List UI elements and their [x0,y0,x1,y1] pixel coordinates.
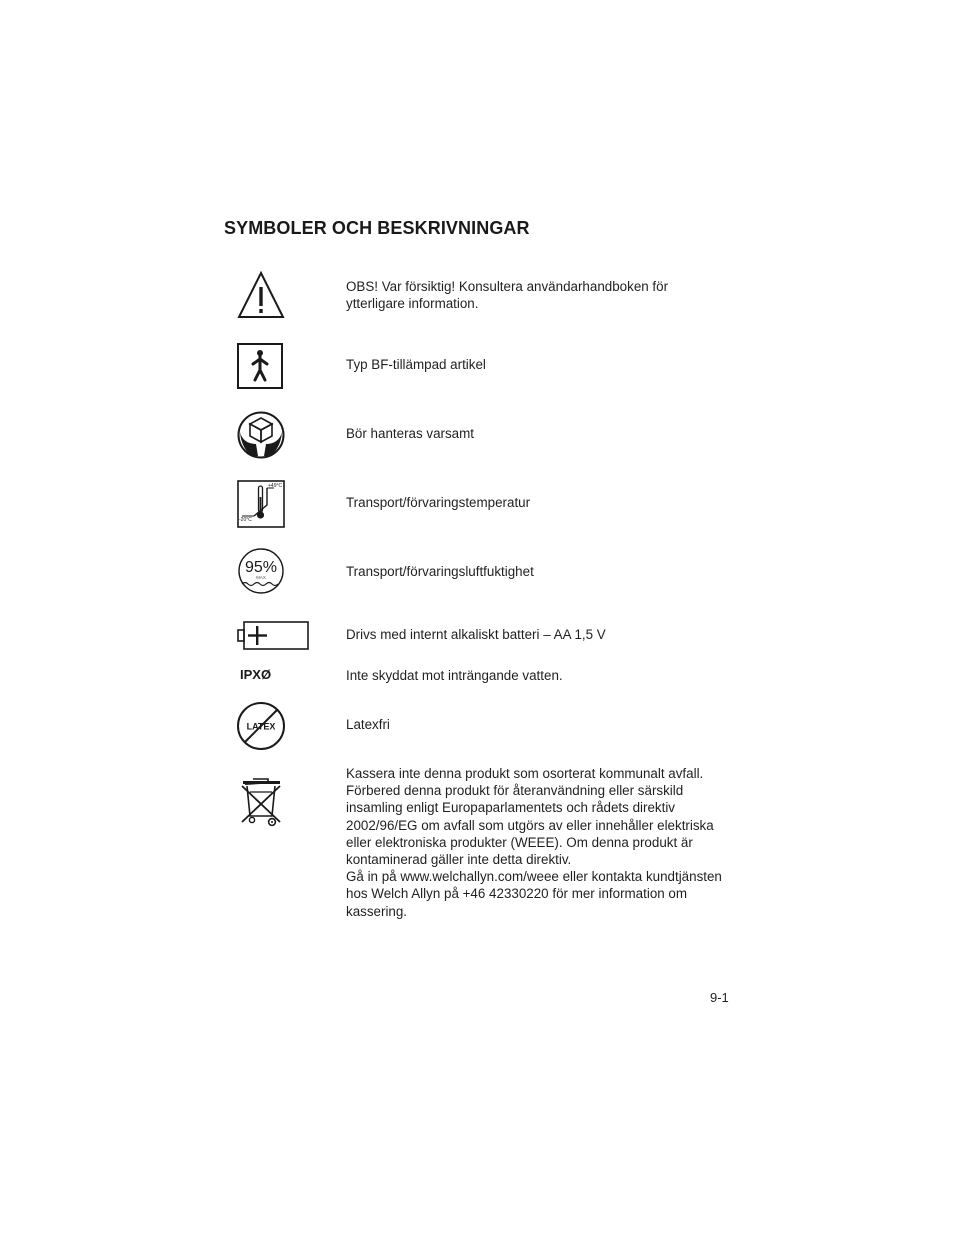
type-bf-icon [236,342,286,392]
temperature-min-label: -20°C [239,517,252,523]
latex-free-icon [236,700,288,752]
symbol-description: Inte skyddat mot inträngande vatten. [346,668,563,683]
page-title: SYMBOLER OCH BESKRIVNINGAR [224,218,530,238]
weee-text-paragraph-1: Kassera inte denna produkt som osorterat kommunalt avfall. Förbered denna produkt för återanvändning eller särskild insamling enligt Europaparlamentets och rådets direktiv 2002/96/EG om avfall som utgörs av eller innehåller elektriska eller elektroniska produkter (WEEE). Om denna produkt är kontaminerad gäller inte detta direktiv. [346,766,714,868]
humidity-value-label: 95% [244,559,278,576]
page-number: 9-1 [710,990,729,1005]
ipx0-label: IPXØ [240,667,272,682]
humidity-icon [236,546,286,596]
symbol-description: Latexfri [346,717,390,732]
handle-with-care-icon [236,410,286,460]
weee-bin-icon [240,776,282,828]
symbol-description: OBS! Var försiktig! Konsultera användarhandboken för ytterligare information. [346,279,669,312]
warning-triangle-icon [236,270,286,320]
symbol-description [346,765,726,920]
symbol-description: Transport/förvaringstemperatur [346,495,531,510]
symbol-description: Bör hanteras varsamt [346,426,475,441]
symbol-description: Transport/förvaringsluftfuktighet [346,564,534,579]
battery-icon [237,620,311,652]
latex-label: LATEX [246,721,276,732]
weee-text-paragraph-2: Gå in på www.welchallyn.com/weee eller kontakta kundtjänsten hos Welch Allyn på +46 42330220 för mer information om kassering. [346,869,722,919]
humidity-max-label: MAX [256,575,266,580]
symbol-description: Drivs med internt alkaliskt batteri – AA 1,5 V [346,627,606,642]
symbol-description: Typ BF-tillämpad artikel [346,357,486,372]
temperature-limit-icon [236,479,286,529]
temperature-max-label: +49°C [268,483,283,489]
